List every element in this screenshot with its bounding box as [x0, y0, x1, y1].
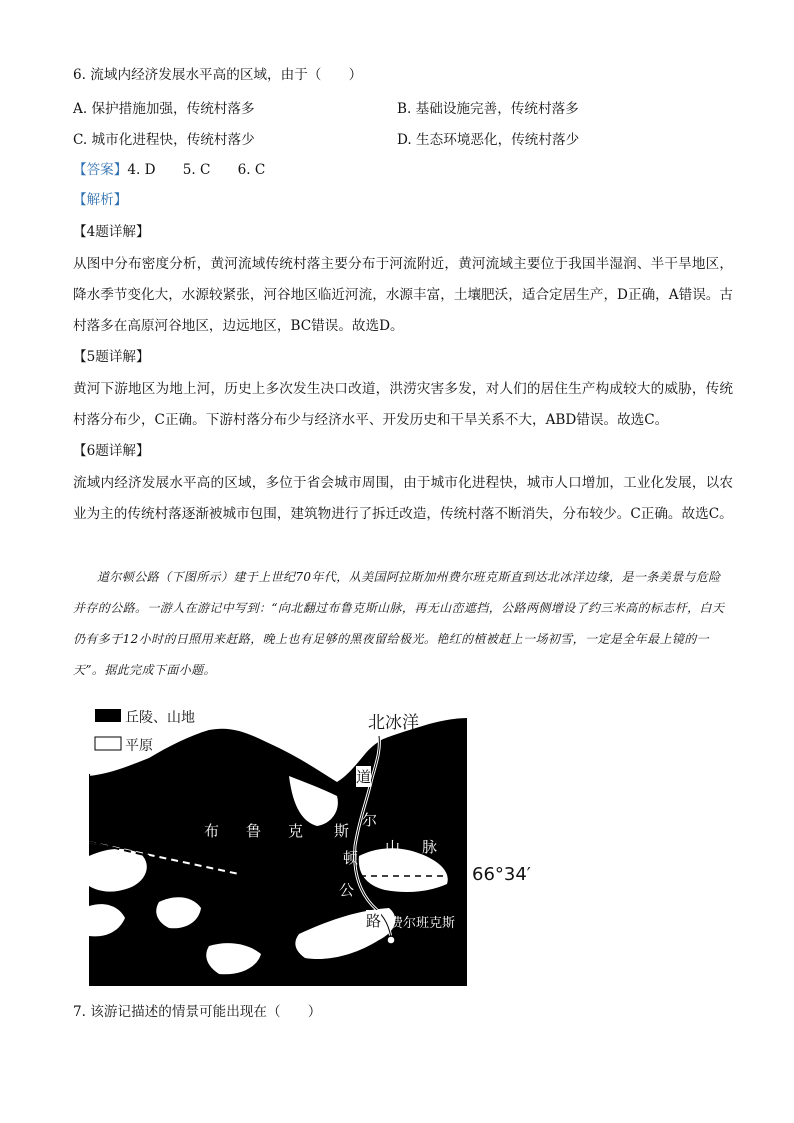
legend-hills-label: 丘陵、山地 [125, 710, 195, 726]
range-char-4: 斯 [334, 822, 350, 840]
option-6a: A. 保护措施加强，传统村落多 [73, 101, 255, 117]
answer-text: 4. D 5. C 6. C [127, 162, 266, 178]
road-char-1: 道 [356, 768, 372, 786]
option-6b: B. 基础设施完善，传统村落多 [397, 101, 579, 117]
dalton-highway-map [89, 696, 467, 986]
question-6-stem: 6. 流域内经济发展水平高的区域，由于（ ） [73, 67, 363, 83]
detail-4-text: 从图中分布密度分析，黄河流域传统村落主要分布于河流附近，黄河流域主要位于我国半湿润、半干旱地区，降水季节变化大，水源较紧张，河谷地区临近河流，水源丰富，土壤肥沃，适合定居生产，D正确，A错误。古村落多在高原河谷地区，边远地区，BC错误。故选D。 [73, 256, 733, 334]
detail-5-tag: 【5题详解】 [73, 349, 150, 365]
option-6d: D. 生态环境恶化，传统村落少 [397, 132, 580, 148]
answer-line [73, 162, 265, 178]
detail-5-text: 黄河下游地区为地上河，历史上多次发生决口改道，洪涝灾害多发，对人们的居住生产构成较大的威胁，传统村落分布少，C正确。下游村落分布少与经济水平、开发历史和干旱关系不大，ABD错误。故选C。 [73, 381, 733, 428]
legend-plain-swatch [95, 737, 121, 750]
fairbanks-label: 费尔班克斯 [390, 916, 456, 931]
range-char-5: 山 [385, 838, 401, 856]
detail-6-text: 流域内经济发展水平高的区域，多位于省会城市周围，由于城市化进程快，城市人口增加，工业化发展，以农业为主的传统村落逐渐被城市包围，建筑物进行了拆迁改造，传统村落不断消失，分布较少。C正确。故选C。 [73, 475, 733, 522]
question-7-stem: 7. 该游记描述的情景可能出现在（ ） [73, 1004, 322, 1020]
answer-tag: 【答案】 [73, 162, 128, 178]
road-char-2: 尔 [362, 811, 378, 829]
option-6c: C. 城市化进程快，传统村落少 [73, 132, 255, 148]
analysis-tag: 【解析】 [73, 192, 128, 208]
road-char-5: 路 [366, 912, 382, 930]
detail-6-tag: 【6题详解】 [73, 443, 150, 459]
latitude-label: 66°34′ [472, 864, 531, 885]
legend-plain-label: 平原 [125, 738, 153, 754]
range-char-3: 克 [288, 822, 304, 840]
detail-4-tag: 【4题详解】 [73, 224, 150, 240]
fairbanks-dot [387, 936, 395, 944]
range-char-1: 布 [204, 822, 220, 840]
legend-hills-swatch [95, 709, 121, 722]
arctic-ocean-label: 北冰洋 [368, 713, 419, 733]
range-char-6: 脉 [422, 838, 438, 856]
range-char-2: 鲁 [246, 822, 262, 840]
road-char-4: 公 [339, 881, 355, 899]
road-char-3: 顿 [343, 849, 359, 867]
passage-text: 道尔顿公路（下图所示）建于上世纪70年代，从美国阿拉斯加州费尔班克斯直到达北冰洋边缘，是一条美景与危险并存的公路。一游人在游记中写到：“向北翻过布鲁克斯山脉，再无山峦遮挡，公路两侧增设了约三米高的标志杆，白天仍有多于12小时的日照用来赶路，晚上也有足够的黑夜留给极光。艳红的植被赶上一场初雪，一定是全年最上镜的一天”。据此完成下面小题。 [73, 570, 725, 677]
